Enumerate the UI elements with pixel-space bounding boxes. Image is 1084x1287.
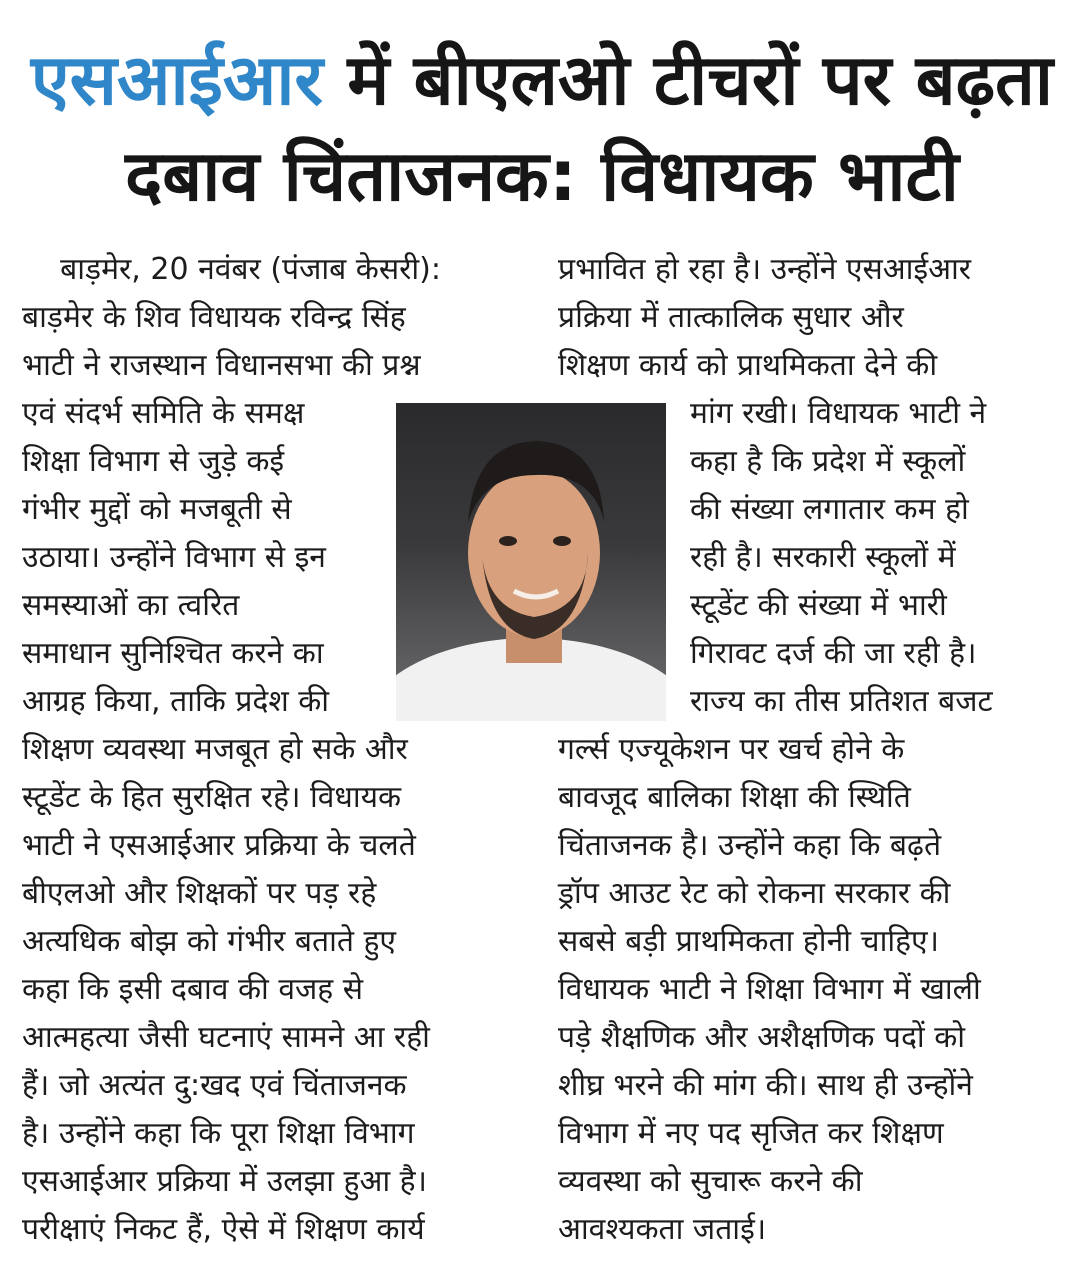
- col1-line: कहा कि इसी दबाव की वजह से: [22, 972, 364, 1007]
- col1-line: आत्महत्या जैसी घटनाएं सामने आ रही: [22, 1020, 430, 1055]
- legislator-portrait-photo: [396, 403, 666, 721]
- col2-line: राज्य का तीस प्रतिशत बजट: [690, 684, 993, 719]
- col1-line: बाड़मेर, 20 नवंबर (पंजाब केसरी):: [22, 252, 441, 287]
- col1-line: हैं। जो अत्यंत दु:खद एवं चिंताजनक: [22, 1068, 407, 1103]
- headline-line-1-rest: में बीएलओ टीचरों पर बढ़ता: [323, 39, 1054, 121]
- col1-line: एसआईआर प्रक्रिया में उलझा हुआ है।: [22, 1164, 427, 1199]
- col1-line: भाटी ने एसआईआर प्रक्रिया के चलते: [22, 828, 416, 863]
- col2-line: रही है। सरकारी स्कूलों में: [690, 540, 956, 575]
- col1-line: आग्रह किया, ताकि प्रदेश की: [22, 684, 330, 719]
- col2-line: मांग रखी। विधायक भाटी ने: [690, 396, 987, 431]
- headline-accent: एसआईआर: [30, 39, 324, 121]
- headline-line-2: दबाव चिंताजनक: विधायक भाटी: [125, 135, 959, 217]
- col1-line: बीएलओ और शिक्षकों पर पड़ रहे: [22, 876, 377, 911]
- portrait-illustration: [396, 403, 666, 721]
- col2-line: ड्रॉप आउट रेट को रोकना सरकार की: [558, 876, 951, 911]
- col1-line: भाटी ने राजस्थान विधानसभा की प्रश्न: [22, 348, 421, 383]
- col1-line: शिक्षण व्यवस्था मजबूत हो सके और: [22, 732, 408, 767]
- col1-line: शिक्षा विभाग से जुड़े कई: [22, 444, 285, 479]
- col1-line: एवं संदर्भ समिति के समक्ष: [22, 396, 305, 431]
- col1-line: उठाया। उन्होंने विभाग से इन: [22, 540, 326, 575]
- col2-line: की संख्या लगातार कम हो: [690, 492, 969, 527]
- col2-line: शीघ्र भरने की मांग की। साथ ही उन्होंने: [558, 1068, 973, 1103]
- col2-line: विभाग में नए पद सृजित कर शिक्षण: [558, 1116, 944, 1151]
- col2-line: पड़े शैक्षणिक और अशैक्षणिक पदों को: [558, 1020, 966, 1055]
- col2-line: गर्ल्स एज्यूकेशन पर खर्च होने के: [558, 732, 905, 767]
- col2-line: गिरावट दर्ज की जा रही है।: [690, 636, 977, 671]
- col2-line: प्रक्रिया में तात्कालिक सुधार और: [558, 300, 904, 335]
- headline-line-1: [20, 36, 1064, 124]
- col1-line: समाधान सुनिश्चित करने का: [22, 636, 324, 671]
- col2-line: बावजूद बालिका शिक्षा की स्थिति: [558, 780, 911, 815]
- col1-line: है। उन्होंने कहा कि पूरा शिक्षा विभाग: [22, 1116, 415, 1151]
- col1-line: बाड़मेर के शिव विधायक रविन्द्र सिंह: [22, 300, 406, 335]
- col2-line: शिक्षण कार्य को प्राथमिकता देने की: [558, 348, 938, 383]
- col1-line: समस्याओं का त्वरित: [22, 588, 240, 623]
- col2-line: स्टूडेंट की संख्या में भारी: [690, 588, 947, 623]
- col1-line: अत्यधिक बोझ को गंभीर बताते हुए: [22, 924, 396, 959]
- col1-line: स्टूडेंट के हित सुरक्षित रहे। विधायक: [22, 780, 402, 815]
- col2-line: चिंताजनक है। उन्होंने कहा कि बढ़ते: [558, 828, 942, 863]
- col2-line: आवश्यकता जताई।: [558, 1212, 767, 1247]
- col2-line: प्रभावित हो रहा है। उन्होंने एसआईआर: [558, 252, 972, 287]
- col2-line: सबसे बड़ी प्राथमिकता होनी चाहिए।: [558, 924, 940, 959]
- col1-line: गंभीर मुद्दों को मजबूती से: [22, 492, 292, 527]
- col2-line: विधायक भाटी ने शिक्षा विभाग में खाली: [558, 972, 981, 1007]
- col2-line: कहा है कि प्रदेश में स्कूलों: [690, 444, 966, 479]
- col2-line: व्यवस्था को सुचारू करने की: [558, 1164, 863, 1199]
- col1-line: परीक्षाएं निकट हैं, ऐसे में शिक्षण कार्य: [22, 1212, 425, 1247]
